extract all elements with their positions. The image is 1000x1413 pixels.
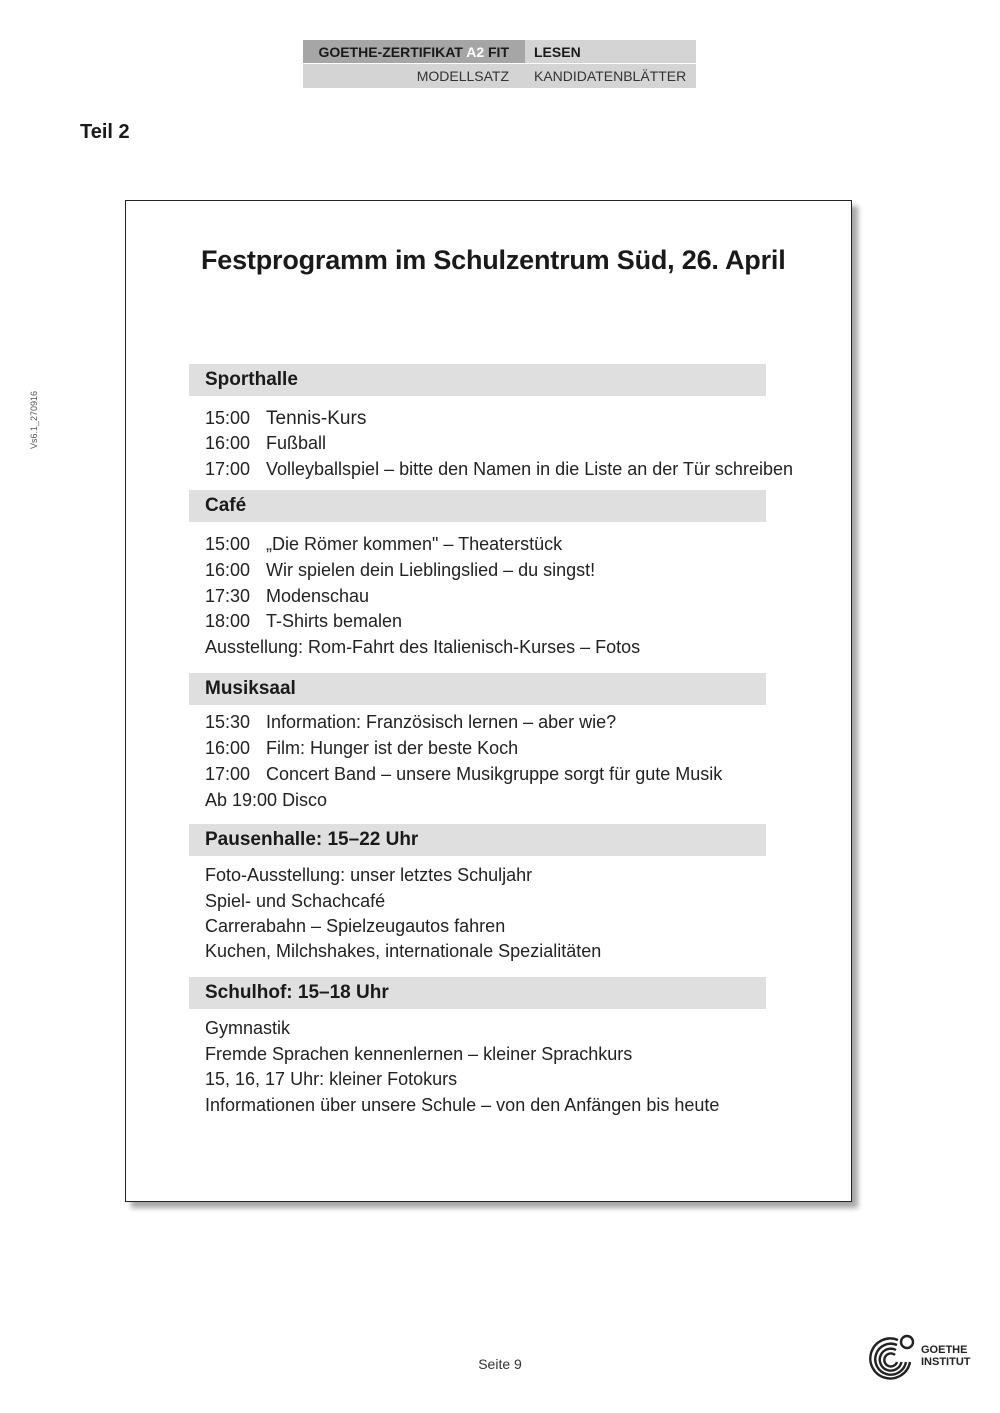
line-text: Spiel- und Schachcafé — [205, 891, 386, 911]
line-text: Film: Hunger ist der beste Koch — [266, 738, 519, 758]
program-line — [205, 560, 595, 581]
line-time: 17:00 — [205, 459, 251, 479]
goethe-logo-icon — [866, 1332, 916, 1382]
line-text: T-Shirts bemalen — [266, 611, 403, 631]
line-text: Fußball — [266, 433, 327, 453]
program-title: Festprogramm im Schulzentrum Süd, 26. April — [201, 245, 786, 275]
goethe-institut-logo — [866, 1332, 976, 1384]
part-title: Teil 2 — [80, 121, 130, 143]
page-number: Seite 9 — [478, 1356, 522, 1372]
line-time: 16:00 — [205, 560, 251, 580]
program-line — [205, 1069, 457, 1090]
section-header: Café — [189, 490, 766, 522]
line-time: 15:00 — [205, 408, 251, 428]
exam-header — [303, 40, 696, 88]
program-line — [205, 941, 601, 962]
line-time: 15:30 — [205, 712, 251, 732]
program-line — [205, 790, 327, 811]
program-line — [205, 916, 505, 937]
line-text: Foto-Ausstellung: unser letztes Schuljahr — [205, 865, 533, 885]
program-line — [205, 1044, 632, 1065]
exam-section: LESEN — [525, 40, 696, 64]
exam-set: MODELLSATZ — [303, 64, 525, 88]
section-header: Sporthalle — [189, 364, 766, 396]
exam-level: A2 — [466, 44, 485, 60]
document-code: Vs6.1_270916 — [29, 390, 39, 450]
line-text: Ausstellung: Rom-Fahrt des Italienisch-Kurses – Fotos — [205, 637, 641, 657]
program-line — [205, 764, 722, 785]
program-line — [205, 408, 366, 430]
line-time: 16:00 — [205, 433, 251, 453]
line-text: Volleyballspiel – bitte den Namen in die Liste an der Tür schreiben — [266, 459, 793, 479]
program-line — [205, 865, 532, 886]
line-text: Kuchen, Milchshakes, internationale Spezialitäten — [205, 941, 602, 961]
line-time: 17:00 — [205, 764, 251, 784]
line-time: 16:00 — [205, 738, 251, 758]
program-line — [205, 459, 793, 480]
line-text: Ab 19:00 Disco — [205, 790, 328, 810]
section-header: Schulhof: 15–18 Uhr — [189, 977, 766, 1009]
line-text: Carrerabahn – Spielzeugautos fahren — [205, 916, 506, 936]
program-line — [205, 611, 402, 632]
line-text: 15, 16, 17 Uhr: kleiner Fotokurs — [205, 1069, 458, 1089]
program-line — [205, 534, 562, 555]
logo-line-2: INSTITUT — [921, 1356, 971, 1368]
program-line — [205, 1018, 290, 1039]
section-header: Pausenhalle: 15–22 Uhr — [189, 824, 766, 856]
section-header: Musiksaal — [189, 673, 766, 705]
header-divider — [303, 63, 696, 64]
line-text: Concert Band – unsere Musikgruppe sorgt für gute Musik — [266, 764, 723, 784]
program-line — [205, 433, 326, 454]
line-text: Tennis-Kurs — [266, 408, 367, 429]
program-line — [205, 586, 369, 607]
line-text: Information: Französisch lernen – aber wie? — [266, 712, 617, 732]
line-text: Wir spielen dein Lieblingslied – du singst! — [266, 560, 596, 580]
line-time: 17:30 — [205, 586, 251, 606]
exam-name: GOETHE-ZERTIFIKAT A2 FIT — [303, 40, 525, 64]
program-line — [205, 637, 640, 658]
line-text: Gymnastik — [205, 1018, 291, 1038]
line-text: Modenschau — [266, 586, 370, 606]
exam-sheet: KANDIDATENBLÄTTER — [525, 64, 696, 88]
program-line — [205, 891, 385, 912]
program-line — [205, 1095, 719, 1116]
line-text: Fremde Sprachen kennenlernen – kleiner Sprachkurs — [205, 1044, 633, 1064]
program-line — [205, 738, 518, 759]
logo-line-1: GOETHE — [921, 1344, 968, 1356]
line-time: 18:00 — [205, 611, 251, 631]
line-text: Informationen über unsere Schule – von den Anfängen bis heute — [205, 1095, 720, 1115]
program-line — [205, 712, 616, 733]
line-text: „Die Römer kommen" – Theaterstück — [266, 534, 563, 554]
line-time: 15:00 — [205, 534, 251, 554]
